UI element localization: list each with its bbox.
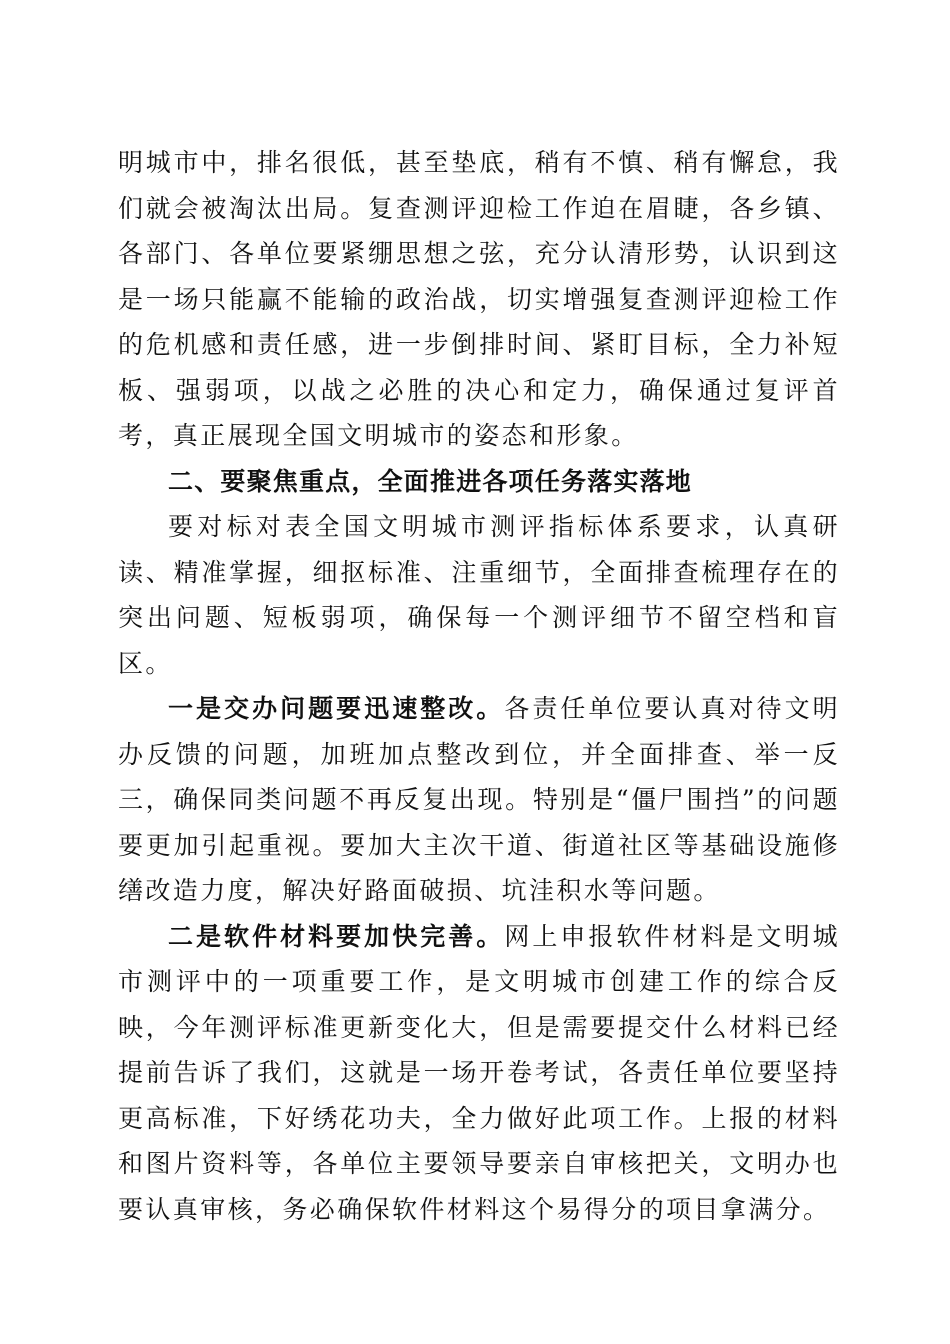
document-body xyxy=(118,140,840,1232)
paragraph-text: 要对标对表全国文明城市测评指标体系要求，认真研读、精准掌握，细抠标准、注重细节，全面排查梳理存在的突出问题、短板弱项，确保每一个测评细节不留空档和盲区。 xyxy=(118,512,840,678)
paragraph-text: 明城市中，排名很低，甚至垫底，稍有不慎、稍有懈怠，我们就会被淘汰出局。复查测评迎检工作迫在眉睫，各乡镇、各部门、各单位要紧绷思想之弦，充分认清形势，认识到这是一场只能赢不能输的政治战，切实增强复查测评迎检工作的危机感和责任感，进一步倒排时间、紧盯目标，全力补短板、强弱项，以战之必胜的决心和定力，确保通过复评首考，真正展现全国文明城市的姿态和形象。 xyxy=(118,148,840,450)
paragraph-text: 网上申报软件材料是文明城市测评中的一项重要工作，是文明城市创建工作的综合反映，今年测评标准更新变化大，但是需要提交什么材料已经提前告诉了我们，这就是一场开卷考试，各责任单位要坚持更高标准，下好绣花功夫，全力做好此项工作。上报的材料和图片资料等，各单位主要领导要亲自审核把关，文明办也要认真审核，务必确保软件材料这个易得分的项目拿满分。 xyxy=(118,921,840,1224)
paragraph-intro xyxy=(118,504,840,686)
paragraph-continuation xyxy=(118,140,840,459)
paragraph-text: 各责任单位要认真对待文明办反馈的问题，加班加点整改到位，并全面排查、举一反三，确保同类问题不再反复出现。特别是“僵尸围挡”的问题要更加引起重视。要加大主次干道、街道社区等基础设施修缮改造力度，解决好路面破损、坑洼积水等问题。 xyxy=(118,694,840,905)
paragraph-point-two xyxy=(118,914,840,1233)
point-lead: 二是软件材料要加快完善。 xyxy=(168,921,505,951)
point-lead: 一是交办问题要迅速整改。 xyxy=(168,694,505,723)
section-heading-text: 二、要聚焦重点，全面推进各项任务落实落地 xyxy=(168,466,693,496)
paragraph-point-one xyxy=(118,686,840,914)
section-heading xyxy=(118,459,840,505)
